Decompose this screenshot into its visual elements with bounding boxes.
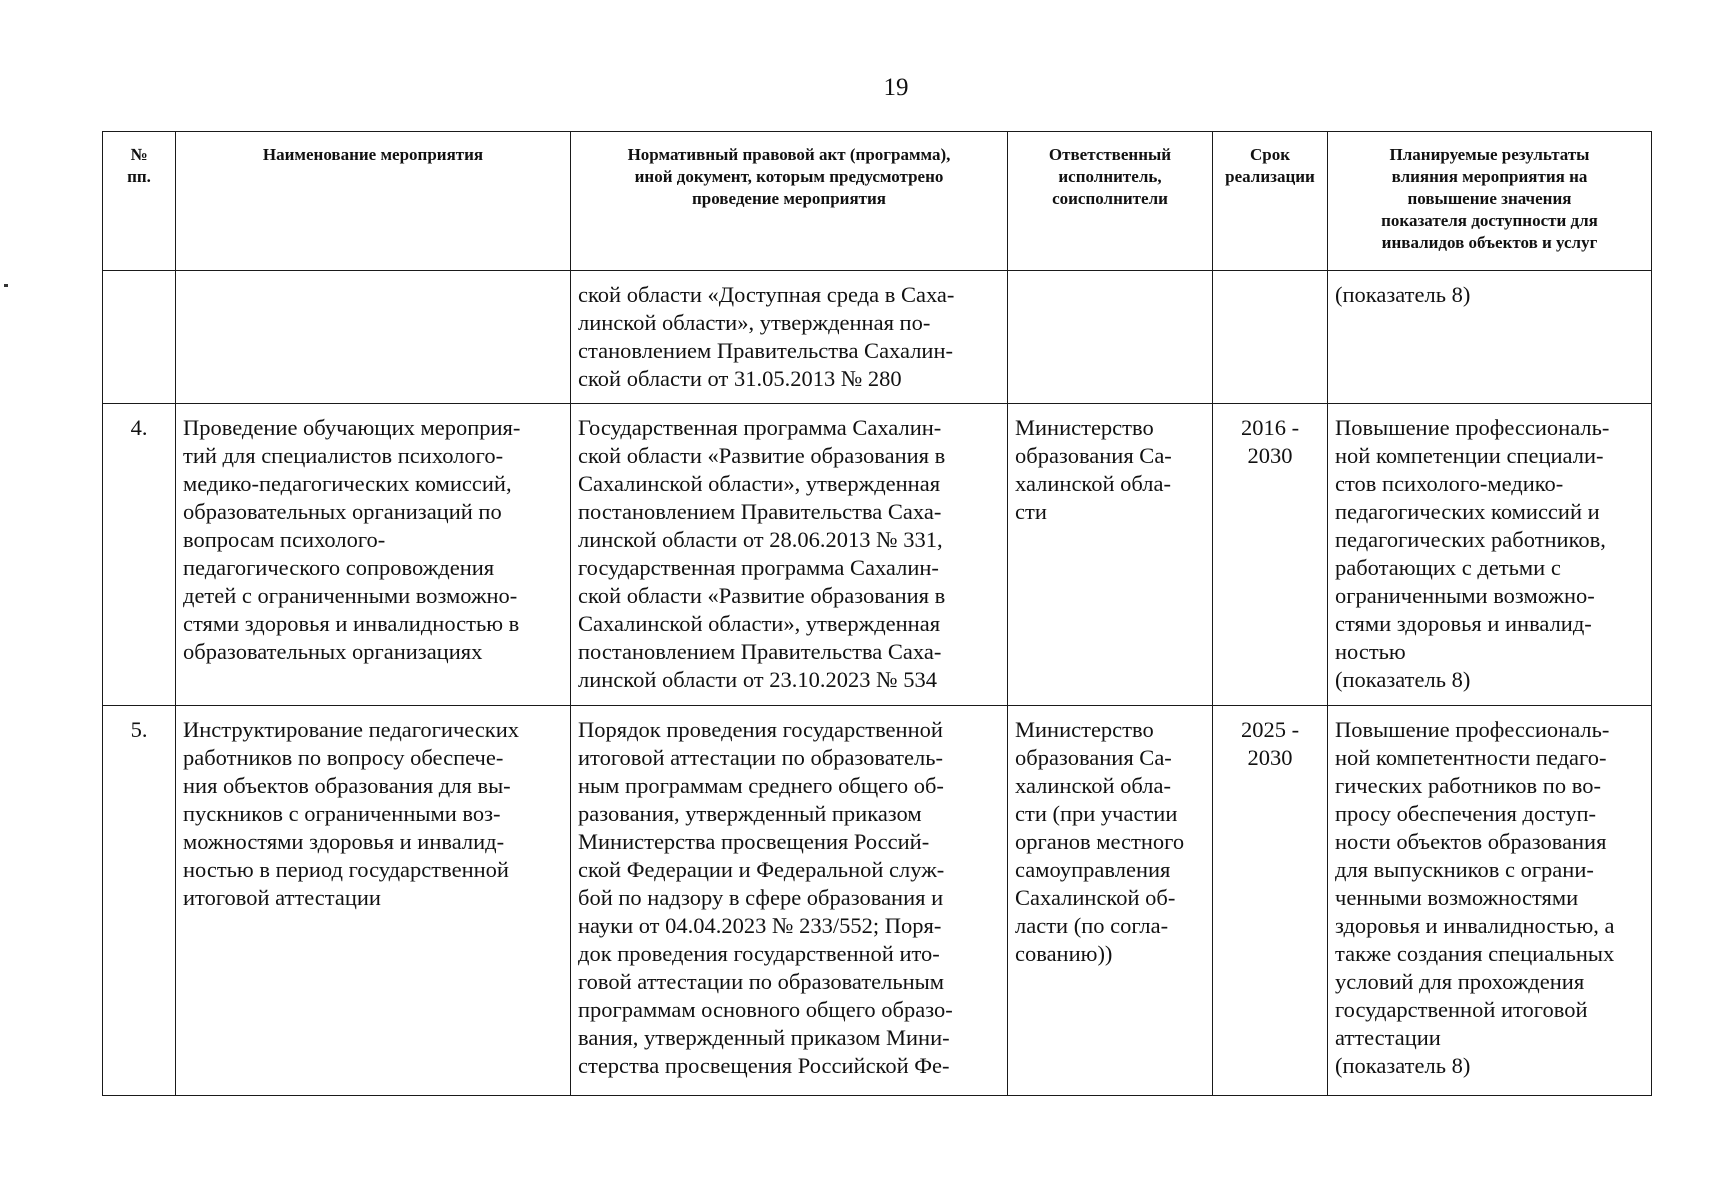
header-term: Срок реализации [1213, 132, 1328, 271]
cell-results: Повышение профессиональ- ной компетенции специали- стов психолого-медико- педагогических комиссий и педагогических работников, работающих с детьми с ограниченными возможно- стями здоровья и инвалид- ностью (показатель 8) [1328, 404, 1652, 706]
cell-act: Государственная программа Сахалин- ской области «Развитие образования в Сахалинской области», утвержденная постановлением Правительства Саха- линской области от 28.06.2013 № 331, государственная программа Сахалин- ской области «Развитие образования в Сахалинской области», утвержденная постановлением Правительства Саха- линской области от 23.10.2023 № 534 [571, 404, 1008, 706]
cell-act: Порядок проведения государственной итоговой аттестации по образователь- ным программам среднего общего об- разования, утвержденный приказом Министерства просвещения Россий- ской Федерации и Федеральной служ- бой по надзору в сфере образования и науки от 04.04.2023 № 233/552; Поря- док проведения государственной ито- говой аттестации по образовательным программам основного общего образо- вания, утвержденный приказом Мини- стерства просвещения Российской Фе- [571, 706, 1008, 1096]
header-name: Наименование мероприятия [176, 132, 571, 271]
table-header-row [103, 132, 1652, 271]
measures-table [102, 131, 1652, 1096]
cell-executor: Министерство образования Са- халинской обла- сти (при участии органов местного самоуправления Сахалинской об- ласти (по согла- сованию)) [1008, 706, 1213, 1096]
cell-num: 4. [103, 404, 176, 706]
scan-artifact [4, 284, 8, 287]
cell-executor [1008, 271, 1213, 404]
cell-term [1213, 271, 1328, 404]
cell-name: Проведение обучающих мероприя- тий для специалистов психолого- медико-педагогических комиссий, образовательных организаций по вопросам психолого- педагогического сопровождения детей с ограниченными возможно- стями здоровья и инвалидностью в образовательных организациях [176, 404, 571, 706]
table-row [103, 271, 1652, 404]
page-number: 19 [883, 74, 909, 101]
cell-results: Повышение профессиональ- ной компетентности педаго- гических работников по во- просу обеспечения доступ- ности объектов образования для выпускников с ограни- ченными возможностями здоровья и инвалидностью, а также создания специальных условий для прохождения государственной итоговой аттестации (показатель 8) [1328, 706, 1652, 1096]
header-act: Нормативный правовой акт (программа), иной документ, которым предусмотрено проведение мероприятия [571, 132, 1008, 271]
cell-num [103, 271, 176, 404]
table-row [103, 404, 1652, 706]
cell-act: ской области «Доступная среда в Саха- линской области», утвержденная по- становлением Правительства Сахалин- ской области от 31.05.2013 № 280 [571, 271, 1008, 404]
cell-name [176, 271, 571, 404]
cell-executor: Министерство образования Са- халинской обла- сти [1008, 404, 1213, 706]
cell-num: 5. [103, 706, 176, 1096]
header-executor: Ответственный исполнитель, соисполнители [1008, 132, 1213, 271]
cell-results: (показатель 8) [1328, 271, 1652, 404]
cell-term: 2016 - 2030 [1213, 404, 1328, 706]
cell-name: Инструктирование педагогических работников по вопросу обеспече- ния объектов образования для вы- пускников с ограниченными воз- можностями здоровья и инвалид- ностью в период государственной итоговой аттестации [176, 706, 571, 1096]
header-results: Планируемые результаты влияния мероприятия на повышение значения показателя доступности для инвалидов объектов и услуг [1328, 132, 1652, 271]
header-num: № пп. [103, 132, 176, 271]
table-row [103, 706, 1652, 1096]
cell-term: 2025 - 2030 [1213, 706, 1328, 1096]
